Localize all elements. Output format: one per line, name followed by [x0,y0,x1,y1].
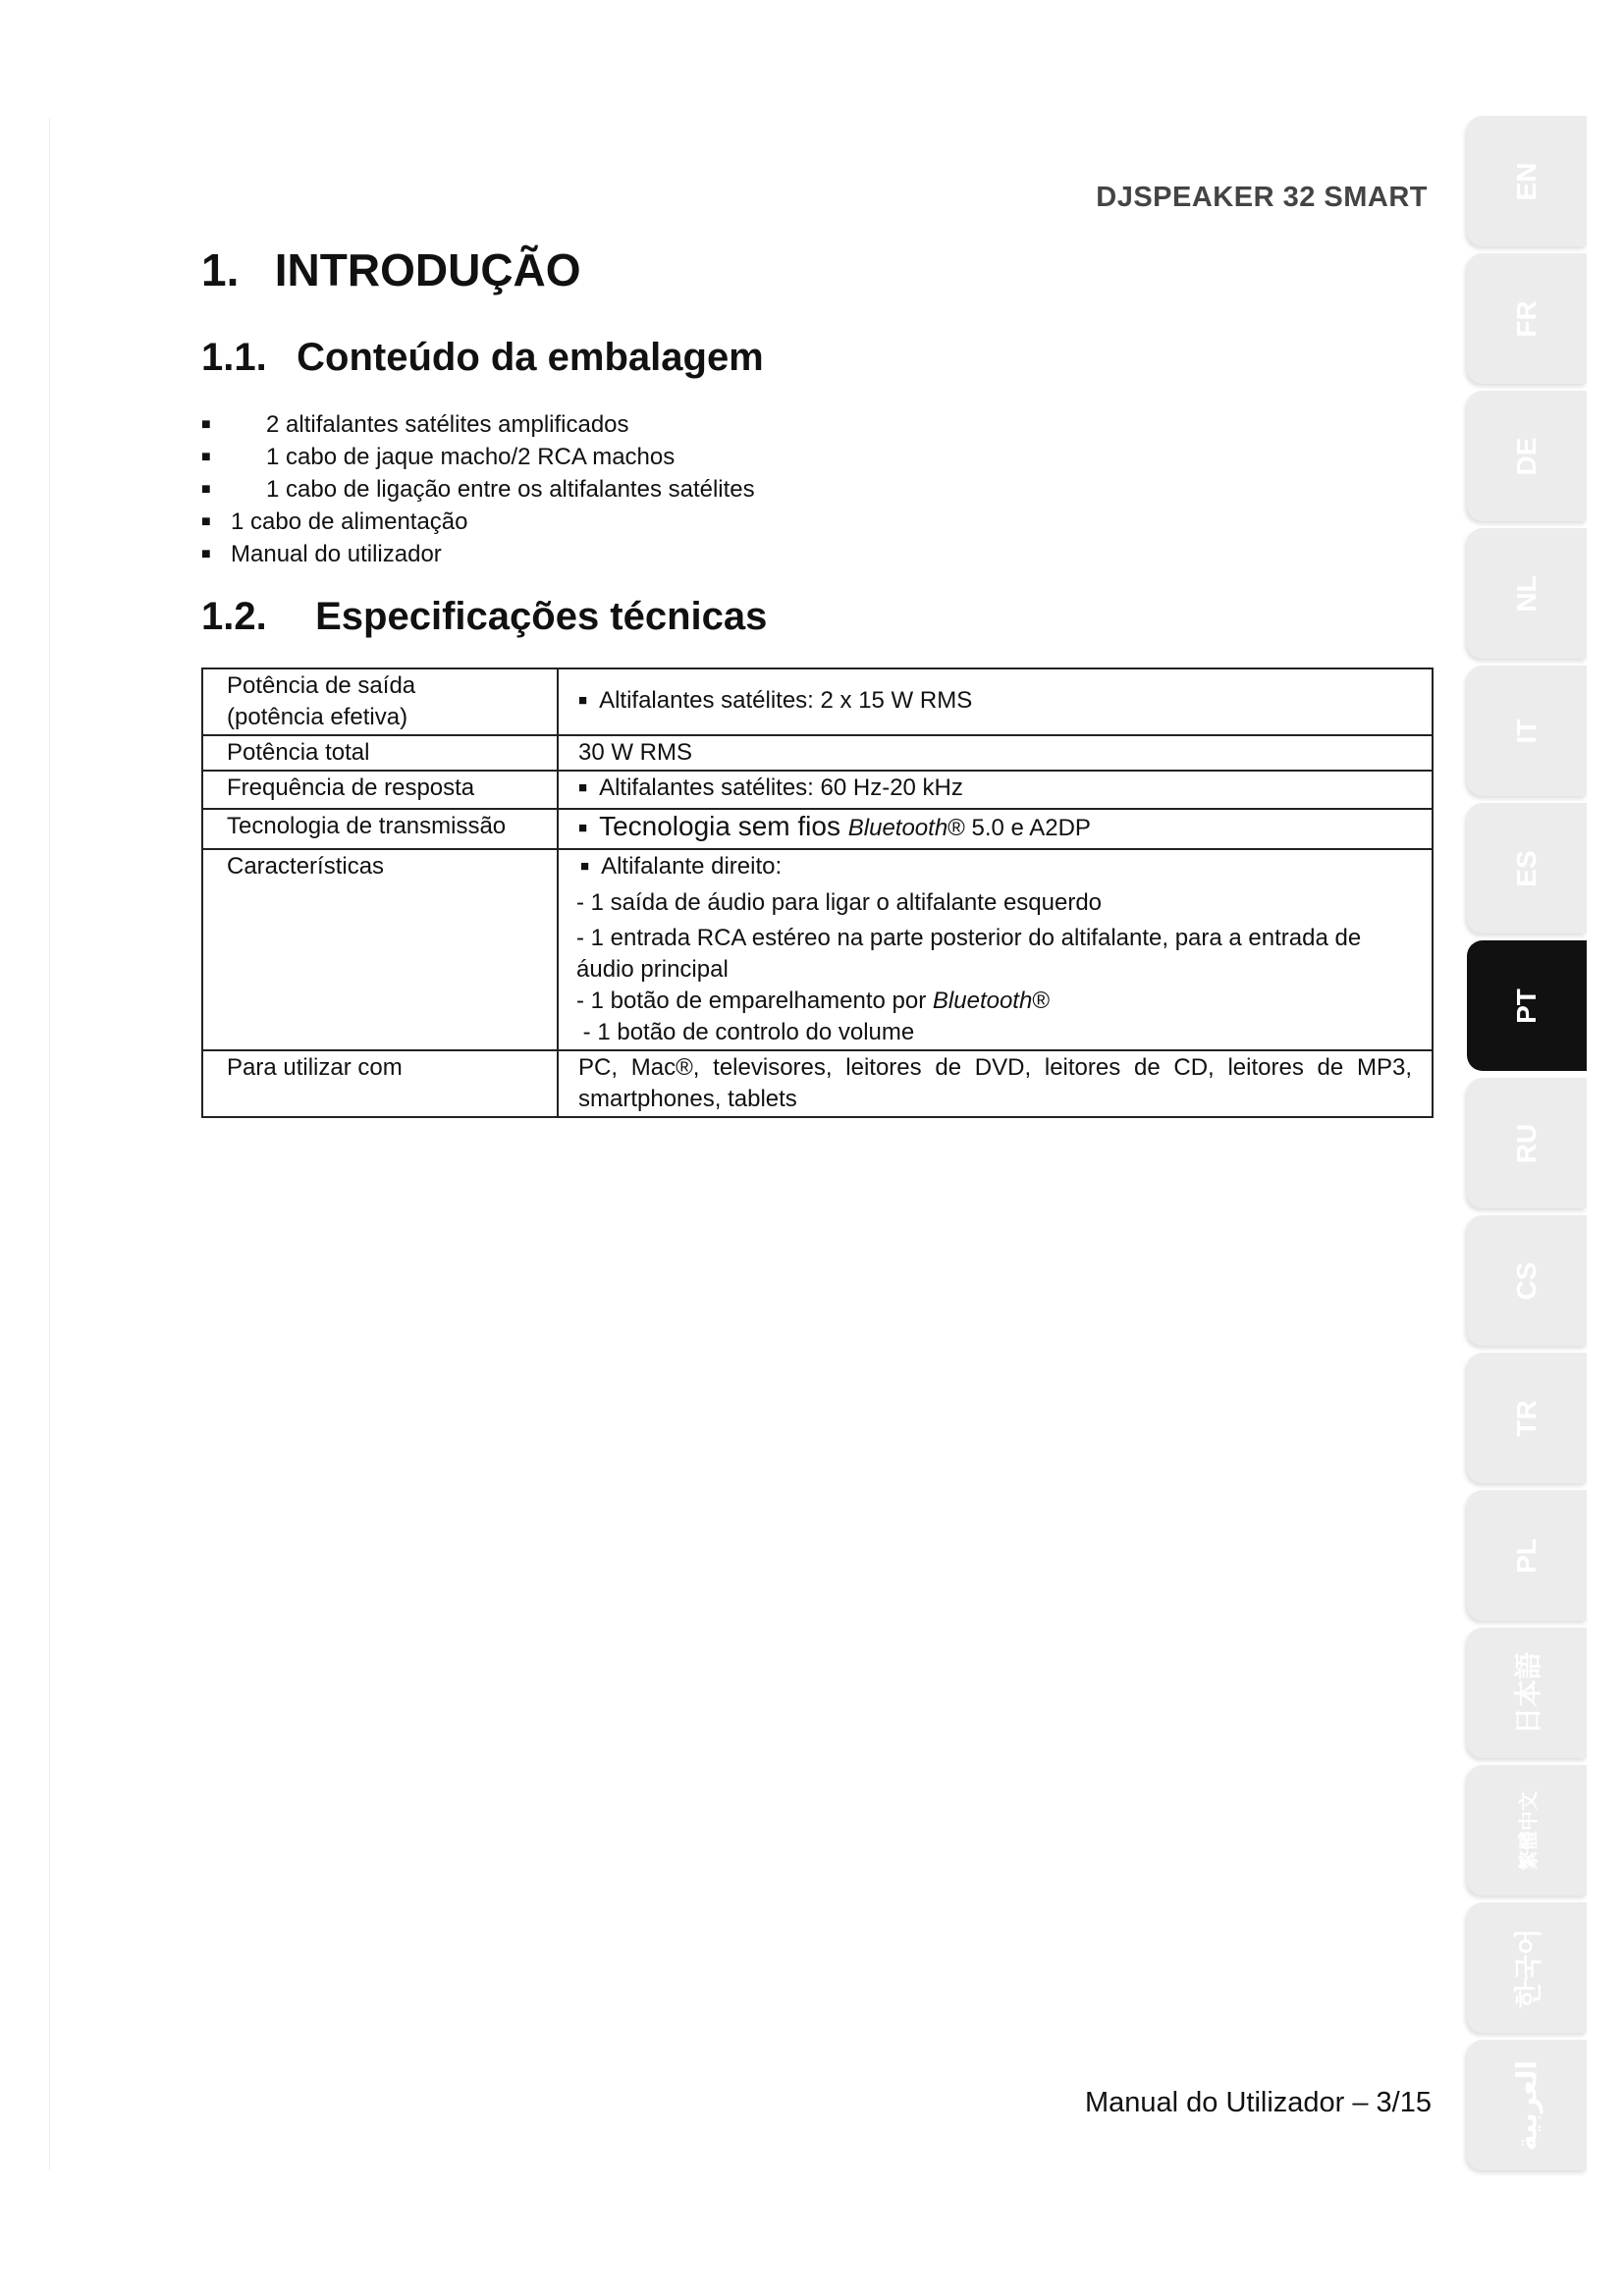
tab-zh[interactable]: 繁體中文 [1467,1765,1587,1896]
spec-value: ■ Altifalantes satélites: 2 x 15 W RMS [558,668,1433,735]
section-1-heading [201,243,581,296]
tab-de[interactable]: DE [1467,391,1587,521]
tab-ja[interactable]: 日本語 [1467,1628,1587,1758]
tab-nl[interactable]: NL [1467,528,1587,659]
spec-key: Potência total [202,735,558,771]
section-1-title: INTRODUÇÃO [274,244,581,295]
tab-ko[interactable]: 한국어 [1467,1902,1587,2033]
table-row [202,668,1433,735]
spec-value: PC, Mac®, televisores, leitores de DVD, leitores de CD, leitores de MP3, smartphones, tablets [558,1050,1433,1117]
spec-value: ■ Altifalantes satélites: 60 Hz-20 kHz [558,771,1433,809]
tab-en[interactable]: EN [1467,116,1587,246]
spec-key: Potência de saída (potência efetiva) [202,668,558,735]
spec-value: ■ Tecnologia sem fios Bluetooth® 5.0 e A2DP [558,809,1433,849]
tab-tr[interactable]: TR [1467,1353,1587,1483]
table-row [202,771,1433,809]
tab-pl[interactable]: PL [1467,1490,1587,1621]
tab-ru[interactable]: RU [1467,1078,1587,1208]
section-1-1-title: Conteúdo da embalagem [297,336,764,379]
tab-es[interactable]: ES [1467,803,1587,934]
table-row [202,809,1433,849]
bullet-icon: ■ [201,449,211,465]
bullet-icon: ■ [201,513,211,530]
section-1-1-number: 1.1. [201,336,267,379]
tab-it[interactable]: IT [1467,666,1587,796]
bullet-icon: ■ [578,820,588,836]
spec-key: Frequência de resposta [202,771,558,809]
bullet-icon: ■ [201,416,211,433]
spec-key: Tecnologia de transmissão [202,809,558,849]
section-1-2-title: Especificações técnicas [315,595,768,638]
bullet-icon: ■ [201,546,211,562]
page-edge [49,118,50,2169]
spec-value: 30 W RMS [558,735,1433,771]
spec-key: Para utilizar com [202,1050,558,1117]
section-1-1-heading [201,336,764,380]
bullet-icon: ■ [580,858,590,875]
tab-pt[interactable]: PT [1467,940,1587,1071]
table-row [202,1050,1433,1117]
spec-key: Características [202,849,558,1050]
bullet-icon: ■ [578,691,588,709]
table-row [202,849,1433,1050]
bullet-icon: ■ [578,779,588,796]
tab-cs[interactable]: CS [1467,1215,1587,1346]
specifications-table [201,667,1434,1118]
section-1-2-heading [201,595,767,639]
table-row [202,735,1433,771]
bullet-icon: ■ [201,481,211,498]
section-1-2-number: 1.2. [201,595,267,638]
product-name: DJSPEAKER 32 SMART [1096,182,1428,213]
section-1-number: 1. [201,244,240,295]
spec-value: ■ Altifalante direito: - 1 saída de áudio para ligar o altifalante esquerdo - 1 entrada RCA estéreo na parte posterior do altifalante, para a entrada de áudio principal - 1 botão de emparelhamento por Bluetooth® - 1 botão de controlo do volume [558,849,1433,1050]
tab-fr[interactable]: FR [1467,253,1587,384]
tab-ar[interactable]: العربية [1467,2040,1587,2170]
page-footer: Manual do Utilizador – 3/15 [1084,2087,1432,2118]
